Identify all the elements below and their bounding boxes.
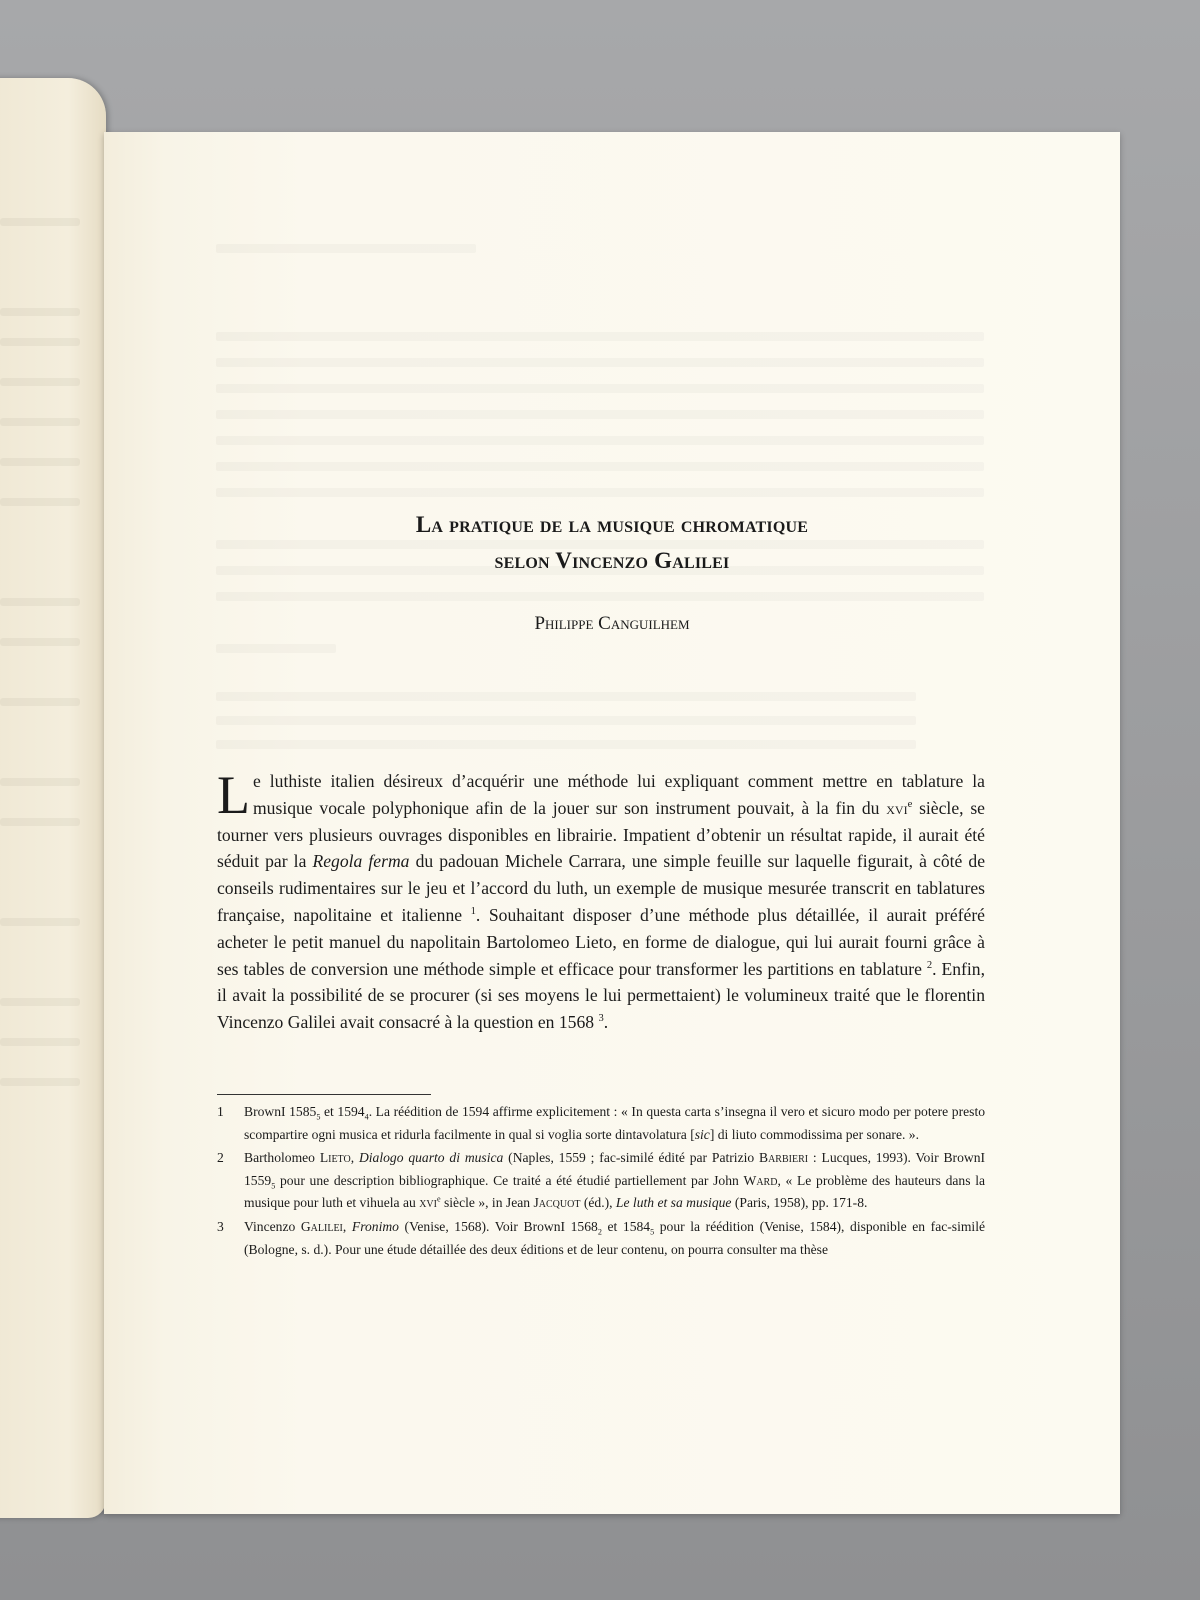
footnote-number: 1 bbox=[217, 1104, 224, 1119]
footnote-2 bbox=[217, 1147, 985, 1215]
fn-run: ] di liuto commodissima per sonare. ». bbox=[709, 1126, 919, 1142]
fn-run: (Venise, 1568). Voir BrownI 1568 bbox=[398, 1218, 598, 1234]
fn-smallcaps: Ward bbox=[743, 1172, 778, 1188]
fn-run: . La réédition de 1594 affirme explicitement : « In questa carta s’insegna il vero et sicuro modo per potere presto scompartire ogni musica et ridurla facilmente in qual si voglia sorte dintavolatura [ bbox=[244, 1104, 986, 1142]
century-superscript: e bbox=[907, 798, 913, 810]
footnote-1 bbox=[217, 1101, 985, 1146]
fn-smallcaps: Galilei bbox=[300, 1218, 343, 1234]
fn-subscript: 5 bbox=[271, 1181, 276, 1191]
fn-run: et 1594 bbox=[320, 1104, 365, 1119]
century-numeral: xvi bbox=[886, 797, 908, 818]
fn-subscript: 4 bbox=[364, 1112, 369, 1122]
show-through bbox=[216, 462, 984, 471]
show-through bbox=[216, 410, 984, 419]
footnote-rule bbox=[217, 1094, 431, 1095]
fn-run: , « Le problème des hauteurs dans la musique pour luth et vihuela au bbox=[244, 1172, 986, 1211]
fn-italic: Le luth et sa musique bbox=[615, 1195, 732, 1211]
show-through bbox=[216, 740, 916, 749]
ghost-line bbox=[0, 418, 80, 426]
fn-smallcaps: Barbieri bbox=[759, 1150, 809, 1166]
footnote-3 bbox=[217, 1216, 985, 1261]
book-page bbox=[104, 132, 1120, 1514]
ghost-line bbox=[0, 458, 80, 466]
show-through bbox=[216, 488, 984, 497]
fn-run: pour la réédition (Venise, 1584), disponible en fac-similé (Bologne, s. d.). Pour une étude détaillée des deux éditions et de leur contenu, on pourra consulter ma thèse bbox=[244, 1218, 986, 1257]
body-text-run: siècle, se tourner vers plusieurs ouvrages disponibles en librairie. Impatient d’obtenir un résultat rapide, il aurait été séduit par la bbox=[217, 797, 985, 872]
fn-run: , bbox=[350, 1150, 359, 1166]
fn-run: et 1584 bbox=[601, 1218, 651, 1234]
fn-italic: Dialogo quarto di musica bbox=[358, 1150, 504, 1166]
article-author bbox=[104, 613, 1120, 635]
fn-smallcaps: Jacquot bbox=[533, 1195, 581, 1211]
fn-italic: sic bbox=[694, 1126, 710, 1142]
fn-run: , bbox=[342, 1218, 352, 1234]
fn-superscript: e bbox=[436, 1194, 441, 1204]
ghost-line bbox=[0, 818, 80, 826]
show-through bbox=[216, 384, 984, 393]
ghost-line bbox=[0, 778, 80, 786]
body-text-run: e luthiste italien désireux d’acquérir une méthode lui expliquant comment mettre en tablature la musique vocale polyphonique afin de la jouer sur son instrument pouvait, à la fin du bbox=[253, 771, 985, 818]
fn-subscript: 5 bbox=[316, 1112, 321, 1122]
ghost-line bbox=[0, 218, 80, 226]
fn-run: siècle », in Jean bbox=[440, 1195, 534, 1211]
ghost-line bbox=[0, 1078, 80, 1086]
footnote-ref-2[interactable]: 2 bbox=[926, 959, 933, 971]
author-first-name: Philippe bbox=[534, 613, 594, 634]
show-through bbox=[216, 244, 476, 253]
show-through bbox=[216, 358, 984, 367]
body-text-run: . bbox=[603, 1012, 609, 1033]
footnote-text bbox=[244, 1147, 985, 1215]
fn-run: pour une description bibliographique. Ce traité a été étudié partiellement par John bbox=[275, 1172, 744, 1188]
show-through bbox=[216, 436, 984, 445]
fn-run: BrownI 1585 bbox=[244, 1104, 317, 1119]
title-line-1: La pratique de la musique chromatique bbox=[415, 512, 809, 537]
fn-smallcaps: Lieto bbox=[319, 1150, 351, 1166]
fn-run: : Lucques, 1993). Voir BrownI 1559 bbox=[244, 1150, 986, 1188]
left-page-edge bbox=[0, 78, 106, 1518]
body-text-run: . Souhaitant disposer d’une méthode plus détaillée, il aurait préféré acheter le petit manuel du napolitain Bartolomeo Lieto, en forme de dialogue, qui lui aurait fourni grâce à ses tables de conversion une méthode simple et efficace pour transformer les partitions en tablature bbox=[217, 904, 985, 979]
show-through bbox=[216, 692, 916, 701]
fn-subscript: 5 bbox=[650, 1227, 655, 1237]
ghost-line bbox=[0, 1038, 80, 1046]
fn-italic: Fronimo bbox=[351, 1218, 399, 1234]
footnote-number: 2 bbox=[217, 1150, 224, 1166]
show-through bbox=[216, 644, 336, 653]
footnote-ref-1[interactable]: 1 bbox=[470, 906, 476, 918]
footnote-ref-3[interactable]: 3 bbox=[598, 1013, 604, 1025]
show-through bbox=[216, 716, 916, 725]
ghost-line bbox=[0, 638, 80, 646]
regola-ferma-title: Regola ferma bbox=[312, 851, 410, 872]
author-last-name: Canguilhem bbox=[598, 613, 690, 634]
ghost-line bbox=[0, 378, 80, 386]
footnote-text bbox=[244, 1101, 985, 1146]
footnote-text bbox=[244, 1216, 985, 1261]
ghost-line bbox=[0, 918, 80, 926]
show-through bbox=[216, 332, 984, 341]
ghost-line bbox=[0, 598, 80, 606]
title-line-2: selon Vincenzo Galilei bbox=[494, 548, 730, 573]
fn-run: (Naples, 1559 ; fac-similé édité par Patrizio bbox=[503, 1150, 760, 1166]
article-title bbox=[104, 507, 1120, 579]
ghost-line bbox=[0, 998, 80, 1006]
footnotes bbox=[217, 1101, 985, 1262]
ghost-line bbox=[0, 698, 80, 706]
ghost-line bbox=[0, 498, 80, 506]
ghost-line bbox=[0, 338, 80, 346]
ghost-line bbox=[0, 308, 80, 316]
footnote-number: 3 bbox=[217, 1218, 224, 1234]
fn-run: (Paris, 1958), pp. 171-8. bbox=[731, 1195, 868, 1211]
body-text-run: . Enfin, il avait la possibilité de se procurer (si ses moyens le lui permettaient) le volumineux traité que le florentin Vincenzo Galilei avait consacré à la question en 1568 bbox=[217, 958, 985, 1033]
fn-run: Bartholomeo bbox=[244, 1150, 320, 1166]
body-paragraph bbox=[217, 765, 986, 1036]
fn-subscript: 2 bbox=[597, 1227, 602, 1237]
body-text-run: du padouan Michele Carrara, une simple feuille sur laquelle figurait, à côté de conseils rudimentaires sur le jeu et l’accord du luth, un exemple de musique mesurée transcrit en tablatures française, napolitaine et italienne bbox=[217, 851, 986, 925]
fn-smallcaps: xvi bbox=[419, 1195, 437, 1211]
fn-run: (éd.), bbox=[580, 1195, 616, 1211]
fn-run: Vincenzo bbox=[244, 1218, 301, 1234]
show-through bbox=[216, 592, 984, 601]
drop-cap: L bbox=[217, 765, 250, 825]
